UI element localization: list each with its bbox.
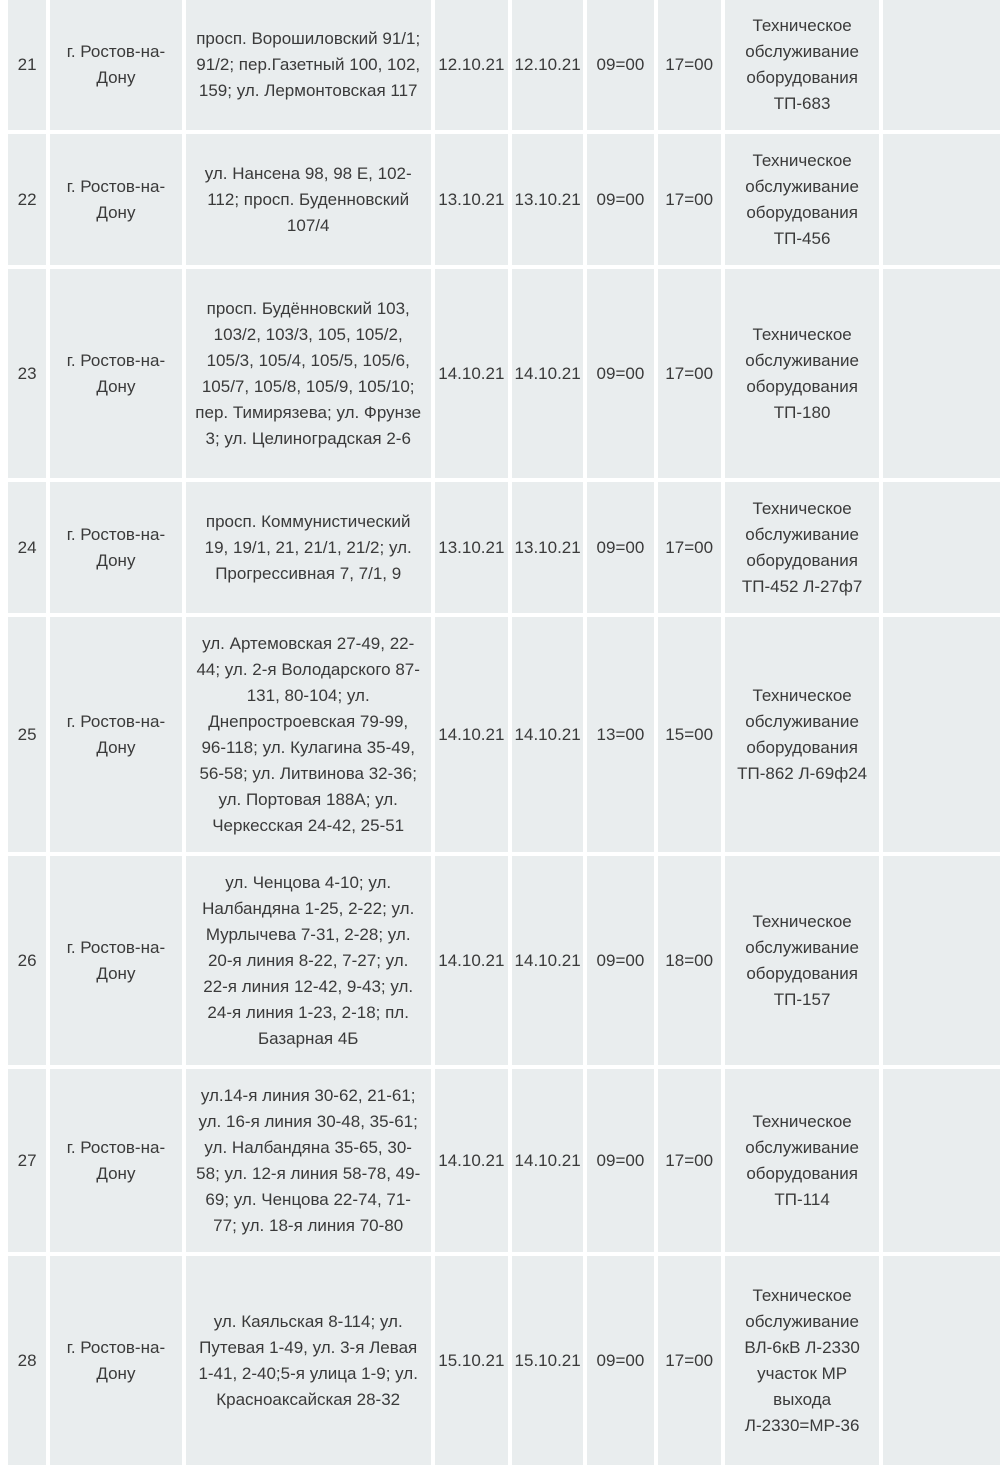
date-from-cell: 14.10.21	[435, 617, 508, 852]
time-from-cell: 09=00	[587, 482, 653, 613]
work-text: Техническое обслуживание оборудования ТП-862 Л-69ф24	[737, 685, 868, 783]
date-from-cell: 13.10.21	[435, 134, 508, 265]
address-cell	[186, 0, 431, 130]
table-row	[8, 269, 1000, 478]
work-text: Техническое обслуживание оборудования ТП-456	[745, 150, 859, 248]
city-text: г. Ростов-на-Дону	[66, 1137, 166, 1183]
time-from-cell: 09=00	[587, 1069, 653, 1252]
work-description-cell	[725, 0, 880, 130]
date-to-cell: 14.10.21	[512, 617, 583, 852]
time-from-cell: 09=00	[587, 269, 653, 478]
row-number: 28	[8, 1256, 46, 1465]
address-cell	[186, 482, 431, 613]
time-from-cell: 09=00	[587, 856, 653, 1065]
extra-cell	[883, 0, 1000, 130]
date-to-cell: 12.10.21	[512, 0, 583, 130]
time-from-cell: 09=00	[587, 0, 653, 130]
date-from-cell: 12.10.21	[435, 0, 508, 130]
city-cell	[50, 1256, 182, 1465]
extra-cell	[883, 856, 1000, 1065]
table-row	[8, 856, 1000, 1065]
time-to-cell: 17=00	[658, 482, 721, 613]
work-text: Техническое обслуживание ВЛ-6кВ Л-2330 участок МР выхода Л-2330=МР-36	[744, 1285, 860, 1435]
table-row	[8, 0, 1000, 130]
city-text: г. Ростов-на-Дону	[66, 350, 166, 396]
time-to-cell: 17=00	[658, 0, 721, 130]
time-to-cell: 17=00	[658, 269, 721, 478]
address-text: просп. Ворошиловский 91/1; 91/2; пер.Газетный 100, 102, 159; ул. Лермонтовская 117	[196, 29, 421, 100]
extra-cell	[883, 134, 1000, 265]
outage-schedule-table	[4, 0, 1000, 1469]
date-to-cell: 13.10.21	[512, 134, 583, 265]
table-body	[8, 0, 1000, 1465]
row-number: 23	[8, 269, 46, 478]
table-row	[8, 1256, 1000, 1465]
extra-cell	[883, 482, 1000, 613]
time-to-cell: 18=00	[658, 856, 721, 1065]
row-number: 25	[8, 617, 46, 852]
address-text: ул. Артемовская 27-49, 22-44; ул. 2-я Володарского 87-131, 80-104; ул. Днепростроевская 79-99, 96-118; ул. Кулагина 35-49, 56-58; ул. Литвинова 32-36; ул. Портовая 188А; ул. Черкесская 24-42, 25-51	[196, 633, 420, 835]
work-description-cell	[725, 1069, 880, 1252]
work-description-cell	[725, 617, 880, 852]
table-row	[8, 134, 1000, 265]
extra-cell	[883, 1256, 1000, 1465]
time-from-cell: 13=00	[587, 617, 653, 852]
city-cell	[50, 856, 182, 1065]
address-cell	[186, 856, 431, 1065]
table-row	[8, 482, 1000, 613]
address-text: ул. Нансена 98, 98 Е, 102-112; просп. Буденновский 107/4	[204, 163, 412, 235]
address-text: просп. Будённовский 103, 103/2, 103/3, 105, 105/2, 105/3, 105/4, 105/5, 105/6, 105/7, 105/8, 105/9, 105/10; пер. Тимирязева; ул. Фрунзе 3; ул. Целиноградская 2-6	[195, 298, 422, 448]
table-row	[8, 1069, 1000, 1252]
city-text: г. Ростов-на-Дону	[66, 42, 166, 87]
city-text: г. Ростов-на-Дону	[66, 524, 166, 570]
date-from-cell: 13.10.21	[435, 482, 508, 613]
date-to-cell: 14.10.21	[512, 269, 583, 478]
address-cell	[186, 617, 431, 852]
city-text: г. Ростов-на-Дону	[66, 1337, 166, 1383]
city-text: г. Ростов-на-Дону	[66, 937, 166, 983]
row-number: 26	[8, 856, 46, 1065]
work-text: Техническое обслуживание оборудования ТП-683	[745, 16, 859, 113]
city-cell	[50, 0, 182, 130]
date-from-cell: 14.10.21	[435, 856, 508, 1065]
row-number: 24	[8, 482, 46, 613]
city-text: г. Ростов-на-Дону	[66, 176, 166, 222]
work-text: Техническое обслуживание оборудования ТП-180	[745, 324, 859, 422]
date-to-cell: 13.10.21	[512, 482, 583, 613]
row-number: 27	[8, 1069, 46, 1252]
date-from-cell: 14.10.21	[435, 269, 508, 478]
extra-cell	[883, 1069, 1000, 1252]
time-to-cell: 15=00	[658, 617, 721, 852]
address-text: просп. Коммунистический 19, 19/1, 21, 21/1, 21/2; ул. Прогрессивная 7, 7/1, 9	[204, 511, 412, 583]
work-text: Техническое обслуживание оборудования ТП-452 Л-27ф7	[741, 498, 863, 596]
row-number: 22	[8, 134, 46, 265]
address-text: ул. Каяльская 8-114; ул. Путевая 1-49, ул. 3-я Левая 1-41, 2-40;5-я улица 1-9; ул. Красноаксайская 28-32	[198, 1311, 418, 1409]
date-from-cell: 15.10.21	[435, 1256, 508, 1465]
extra-cell	[883, 269, 1000, 478]
city-cell	[50, 482, 182, 613]
date-from-cell: 14.10.21	[435, 1069, 508, 1252]
extra-cell	[883, 617, 1000, 852]
address-cell	[186, 1256, 431, 1465]
city-text: г. Ростов-на-Дону	[66, 711, 166, 757]
city-cell	[50, 1069, 182, 1252]
time-to-cell: 17=00	[658, 134, 721, 265]
address-cell	[186, 269, 431, 478]
work-description-cell	[725, 856, 880, 1065]
work-text: Техническое обслуживание оборудования ТП-157	[745, 911, 859, 1009]
address-text: ул.14-я линия 30-62, 21-61; ул. 16-я линия 30-48, 35-61; ул. Налбандяна 35-65, 30-58; ул. 12-я линия 58-78, 49-69; ул. Ченцова 22-74, 71-77; ул. 18-я линия 70-80	[196, 1085, 421, 1235]
city-cell	[50, 269, 182, 478]
work-description-cell	[725, 134, 880, 265]
address-text: ул. Ченцова 4-10; ул. Налбандяна 1-25, 2-22; ул. Мурлычева 7-31, 2-28; ул. 20-я линия 8-22, 7-27; ул. 22-я линия 12-42, 9-43; ул. 24-я линия 1-23, 2-18; пл. Базарная 4Б	[202, 872, 415, 1048]
date-to-cell: 14.10.21	[512, 856, 583, 1065]
time-to-cell: 17=00	[658, 1256, 721, 1465]
work-text: Техническое обслуживание оборудования ТП-114	[745, 1111, 859, 1209]
city-cell	[50, 134, 182, 265]
address-cell	[186, 134, 431, 265]
work-description-cell	[725, 482, 880, 613]
date-to-cell: 15.10.21	[512, 1256, 583, 1465]
date-to-cell: 14.10.21	[512, 1069, 583, 1252]
address-cell	[186, 1069, 431, 1252]
work-description-cell	[725, 1256, 880, 1465]
table-row	[8, 617, 1000, 852]
time-from-cell: 09=00	[587, 1256, 653, 1465]
time-from-cell: 09=00	[587, 134, 653, 265]
city-cell	[50, 617, 182, 852]
row-number: 21	[8, 0, 46, 130]
work-description-cell	[725, 269, 880, 478]
time-to-cell: 17=00	[658, 1069, 721, 1252]
